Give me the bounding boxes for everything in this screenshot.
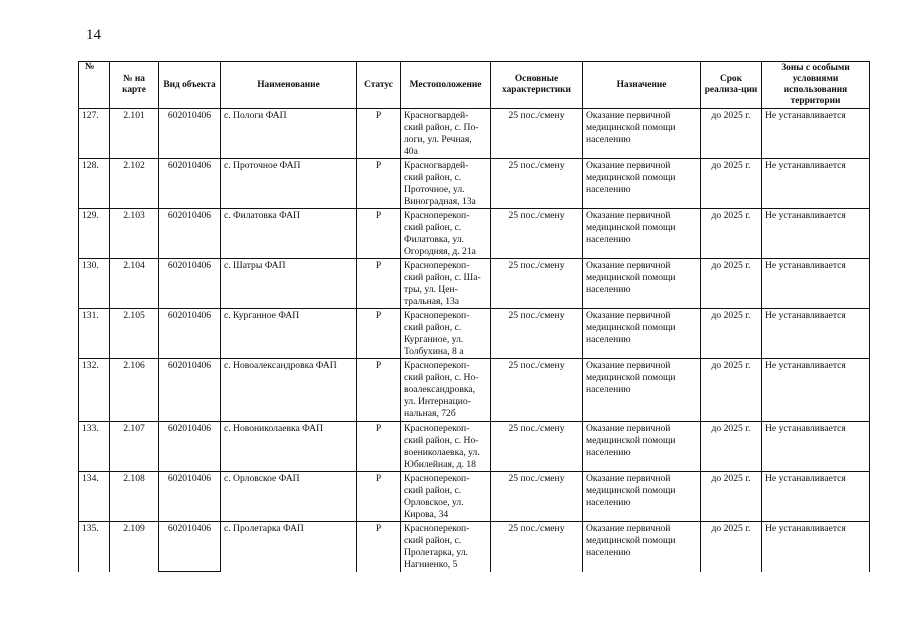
table-row [79,109,870,159]
map-number: 2.101 [110,109,159,159]
objects-table [78,61,870,572]
table-row [79,359,870,422]
implementation-term: до 2025 г. [701,422,762,472]
implementation-term: до 2025 г. [701,309,762,359]
special-zones: Не устанавливается [762,209,870,259]
special-zones: Не устанавливается [762,359,870,422]
object-status: Р [357,109,401,159]
object-name: с. Новониколаевка ФАП [221,422,357,472]
object-type-code: 602010406 [159,472,221,522]
object-type-code: 602010406 [159,522,221,572]
object-type-code: 602010406 [159,259,221,309]
object-status: Р [357,522,401,572]
object-name: с. Пологи ФАП [221,109,357,159]
object-name: с. Шатры ФАП [221,259,357,309]
implementation-term: до 2025 г. [701,522,762,572]
header-object-type: Вид объекта [159,62,221,109]
row-number: 133. [79,422,110,472]
object-status: Р [357,259,401,309]
object-purpose: Оказание первичной медицинской помощи населению [583,472,701,522]
object-characteristics: 25 пос./смену [491,309,583,359]
table-header [79,62,870,109]
row-number: 132. [79,359,110,422]
special-zones: Не устанавливается [762,522,870,572]
map-number: 2.109 [110,522,159,572]
object-purpose: Оказание первичной медицинской помощи населению [583,109,701,159]
map-number: 2.102 [110,159,159,209]
object-status: Р [357,422,401,472]
object-type-code: 602010406 [159,159,221,209]
object-status: Р [357,159,401,209]
table-row [79,472,870,522]
object-characteristics: 25 пос./смену [491,259,583,309]
object-purpose: Оказание первичной медицинской помощи населению [583,522,701,572]
object-purpose: Оказание первичной медицинской помощи населению [583,159,701,209]
special-zones: Не устанавливается [762,422,870,472]
map-number: 2.108 [110,472,159,522]
implementation-term: до 2025 г. [701,159,762,209]
object-name: с. Пролетарка ФАП [221,522,357,572]
table-row [79,522,870,572]
object-location: Красноперекоп-ский район, с. Орловское, ул. Кирова, 34 [401,472,491,522]
header-zones: Зоны с особыми условиями использования территории [762,62,870,109]
object-characteristics: 25 пос./смену [491,109,583,159]
table-row [79,259,870,309]
object-name: с. Новоалександровка ФАП [221,359,357,422]
header-map-number: № на карте [110,62,159,109]
object-characteristics: 25 пос./смену [491,159,583,209]
object-name: с. Орловское ФАП [221,472,357,522]
object-location: Красногвардей-ский район, с. Проточное, ул. Виноградная, 13а [401,159,491,209]
table-row [79,209,870,259]
header-purpose: Назначение [583,62,701,109]
object-characteristics: 25 пос./смену [491,522,583,572]
header-num: № [79,62,110,109]
table-body [79,109,870,572]
row-number: 130. [79,259,110,309]
object-name: с. Курганное ФАП [221,309,357,359]
header-characteristics: Основные характеристики [491,62,583,109]
object-type-code: 602010406 [159,109,221,159]
object-status: Р [357,472,401,522]
object-type-code: 602010406 [159,209,221,259]
object-location: Красноперекоп-ский район, с. Пролетарка, ул. Нагниенко, 5 [401,522,491,572]
special-zones: Не устанавливается [762,472,870,522]
implementation-term: до 2025 г. [701,209,762,259]
header-term: Срок реализа-ции [701,62,762,109]
object-type-code: 602010406 [159,359,221,422]
row-number: 131. [79,309,110,359]
object-characteristics: 25 пос./смену [491,359,583,422]
page-number: 14 [86,27,101,43]
map-number: 2.106 [110,359,159,422]
table-row [79,309,870,359]
map-number: 2.107 [110,422,159,472]
row-number: 127. [79,109,110,159]
object-location: Красногвардей-ский район, с. По-логи, ул. Речная, 40а [401,109,491,159]
table-row [79,159,870,209]
object-name: с. Проточное ФАП [221,159,357,209]
special-zones: Не устанавливается [762,259,870,309]
map-number: 2.103 [110,209,159,259]
object-location: Красноперекоп-ский район, с. Но-воениколаевка, ул. Юбилейная, д. 18 [401,422,491,472]
object-characteristics: 25 пос./смену [491,472,583,522]
special-zones: Не устанавливается [762,159,870,209]
object-location: Красноперекоп-ский район, с. Ша-тры, ул. Цен-тральная, 13а [401,259,491,309]
object-location: Красноперекоп-ский район, с. Но-воалександровка, ул. Интернацио-нальная, 72б [401,359,491,422]
row-number: 128. [79,159,110,209]
object-status: Р [357,309,401,359]
map-number: 2.104 [110,259,159,309]
object-characteristics: 25 пос./смену [491,209,583,259]
object-type-code: 602010406 [159,309,221,359]
object-type-code: 602010406 [159,422,221,472]
object-characteristics: 25 пос./смену [491,422,583,472]
row-number: 134. [79,472,110,522]
header-location: Местоположение [401,62,491,109]
special-zones: Не устанавливается [762,109,870,159]
object-purpose: Оказание первичной медицинской помощи населению [583,422,701,472]
header-status: Статус [357,62,401,109]
implementation-term: до 2025 г. [701,359,762,422]
object-location: Красноперекоп-ский район, с. Филатовка, ул. Огородняя, д. 21а [401,209,491,259]
object-purpose: Оказание первичной медицинской помощи населению [583,209,701,259]
object-status: Р [357,359,401,422]
special-zones: Не устанавливается [762,309,870,359]
row-number: 129. [79,209,110,259]
object-name: с. Филатовка ФАП [221,209,357,259]
object-purpose: Оказание первичной медицинской помощи населению [583,359,701,422]
object-purpose: Оказание первичной медицинской помощи населению [583,309,701,359]
map-number: 2.105 [110,309,159,359]
object-purpose: Оказание первичной медицинской помощи населению [583,259,701,309]
row-number: 135. [79,522,110,572]
implementation-term: до 2025 г. [701,259,762,309]
header-name: Наименование [221,62,357,109]
implementation-term: до 2025 г. [701,472,762,522]
object-location: Красноперекоп-ский район, с. Курганное, ул. Толбухина, 8 а [401,309,491,359]
table-row [79,422,870,472]
object-status: Р [357,209,401,259]
implementation-term: до 2025 г. [701,109,762,159]
